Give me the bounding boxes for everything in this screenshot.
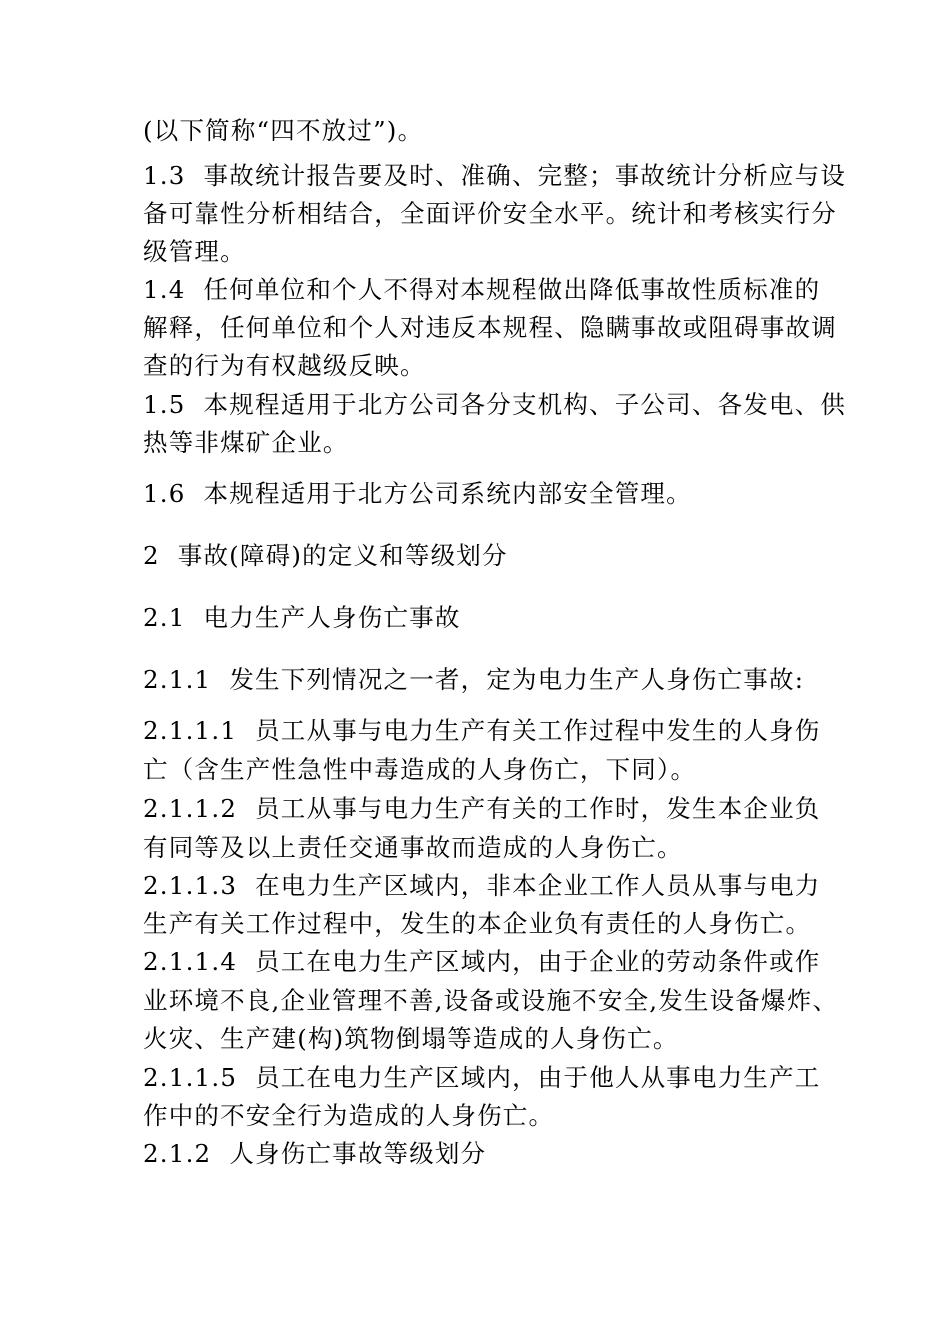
section-heading: 2.1 电力生产人身伤亡事故 [143,603,461,632]
text-line: 1.4 任何单位和个人不得对本规程做出降低事故性质标准的 [143,275,821,304]
text-line: (以下简称“四不放过”)。 [143,116,424,145]
text-line: 查的行为有权越级反映。 [143,351,426,380]
text-line: 作中的不安全行为造成的人身伤亡。 [143,1101,555,1130]
text-line: 热等非煤矿企业。 [143,428,349,457]
text-line: 2.1.1.1 员工从事与电力生产有关工作过程中发生的人身伤 [143,716,821,745]
text-line: 亡（含生产性急性中毒造成的人身伤亡，下同）。 [143,755,697,784]
text-line: 解释，任何单位和个人对违反本规程、隐瞒事故或阻碍事故调 [143,313,837,342]
text-line: 生产有关工作过程中，发生的本企业负有责任的人身伤亡。 [143,909,812,938]
text-line: 2.1.1.2 员工从事与电力生产有关的工作时，发生本企业负 [143,794,821,823]
text-line: 级管理。 [143,237,246,266]
text-line: 2.1.1.4 员工在电力生产区域内，由于企业的劳动条件或作 [143,947,821,976]
text-line: 有同等及以上责任交通事故而造成的人身伤亡。 [143,833,683,862]
text-line: 1.3 事故统计报告要及时、准确、完整；事故统计分析应与设 [143,161,847,190]
text-line: 1.6 本规程适用于北方公司系统内部安全管理。 [143,479,692,508]
text-line: 1.5 本规程适用于北方公司各分支机构、子公司、各发电、供 [143,390,847,419]
text-line: 2.1.1.3 在电力生产区域内，非本企业工作人员从事与电力 [143,871,821,900]
text-line: 2.1.1.5 员工在电力生产区域内，由于他人从事电力生产工 [143,1063,821,1092]
text-line: 2.1.1 发生下列情况之一者，定为电力生产人身伤亡事故: [143,665,805,694]
section-heading: 2.1.2 人身伤亡事故等级划分 [143,1139,487,1168]
section-heading: 2 事故(障碍)的定义和等级划分 [143,541,508,570]
text-line: 业环境不良,企业管理不善,设备或设施不安全,发生设备爆炸、 [143,986,839,1015]
text-line: 备可靠性分析相结合，全面评价安全水平。统计和考核实行分 [143,199,837,228]
text-line: 火灾、生产建(构)筑物倒塌等造成的人身伤亡。 [143,1024,679,1053]
